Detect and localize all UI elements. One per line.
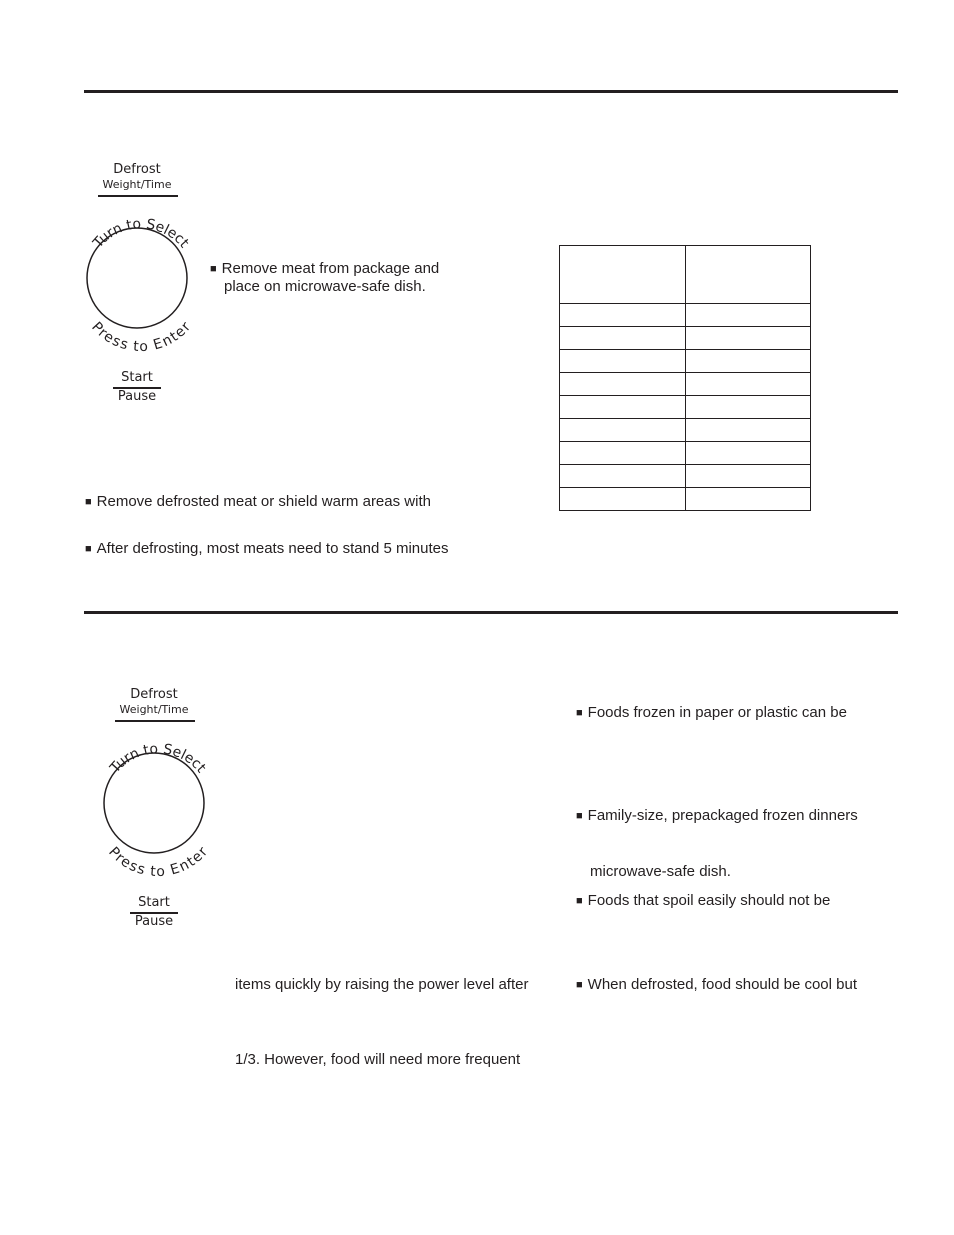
table-cell <box>685 246 811 304</box>
turn-to-select-arc: Turn to Select <box>90 216 192 252</box>
bullet-foods-spoil: ■ Foods that spoil easily should not be <box>576 892 830 911</box>
table-row <box>560 373 811 396</box>
table-cell <box>560 246 686 304</box>
fraction-text: 1/3. However, food will need more frequent <box>235 1051 521 1068</box>
start-label: Start <box>121 370 153 385</box>
table-cell <box>560 442 686 465</box>
items-quickly-text: items quickly by raising the power level after <box>235 976 529 993</box>
table-cell <box>685 373 811 396</box>
table-cell <box>685 465 811 488</box>
bullet-when-defrosted: ■ When defrosted, food should be cool but <box>576 976 857 995</box>
table-header-row <box>560 246 811 304</box>
table-row <box>560 442 811 465</box>
table-cell <box>560 396 686 419</box>
defrost-weight-table <box>559 245 811 511</box>
pause-label: Pause <box>117 389 157 404</box>
bullet-foods-frozen: ■ Foods frozen in paper or plastic can be <box>576 704 847 723</box>
table-cell <box>685 396 811 419</box>
weight-time-label: Weight/Time <box>119 703 189 716</box>
table-cell <box>560 350 686 373</box>
press-to-enter-arc: Press to Enter <box>88 318 194 355</box>
press-to-enter-arc: Press to Enter <box>105 843 211 880</box>
turn-to-select-arc: Turn to Select <box>107 741 209 777</box>
table-cell <box>560 488 686 511</box>
section-divider-middle <box>84 611 898 614</box>
table-cell <box>560 327 686 350</box>
bullet-after-defrosting: ■ After defrosting, most meats need to stand 5 minutes <box>85 540 449 559</box>
bullet-remove-defrosted: ■ Remove defrosted meat or shield warm areas with <box>85 493 431 512</box>
table-cell <box>560 419 686 442</box>
selector-knob <box>75 201 199 361</box>
table-row <box>560 465 811 488</box>
start-label: Start <box>138 895 170 910</box>
bullet-family-size: ■ Family-size, prepackaged frozen dinners <box>576 807 858 826</box>
selector-knob <box>92 726 216 886</box>
table-cell <box>560 465 686 488</box>
table-cell <box>685 488 811 511</box>
microwave-safe-dish-text: microwave-safe dish. <box>590 863 731 880</box>
table-cell <box>685 327 811 350</box>
defrost-label: Defrost <box>130 687 178 702</box>
table-cell <box>685 304 811 327</box>
section-divider-top <box>84 90 898 93</box>
weight-time-label: Weight/Time <box>102 178 172 191</box>
bullet-remove-meat-cont: place on microwave-safe dish. <box>224 278 426 295</box>
table-row <box>560 304 811 327</box>
table-row <box>560 327 811 350</box>
table-row <box>560 419 811 442</box>
defrost-control-diagram-2 <box>102 686 232 936</box>
table-row <box>560 350 811 373</box>
table-row <box>560 396 811 419</box>
table-row <box>560 488 811 511</box>
table-cell <box>685 419 811 442</box>
table-cell <box>685 350 811 373</box>
table-cell <box>685 442 811 465</box>
table-cell <box>560 304 686 327</box>
table-cell <box>560 373 686 396</box>
bullet-remove-meat: ■ Remove meat from package and <box>210 260 439 279</box>
label-underline <box>115 720 195 722</box>
label-underline <box>98 195 178 197</box>
pause-label: Pause <box>134 914 174 929</box>
defrost-control-diagram-1 <box>85 161 215 411</box>
defrost-label: Defrost <box>113 162 161 177</box>
